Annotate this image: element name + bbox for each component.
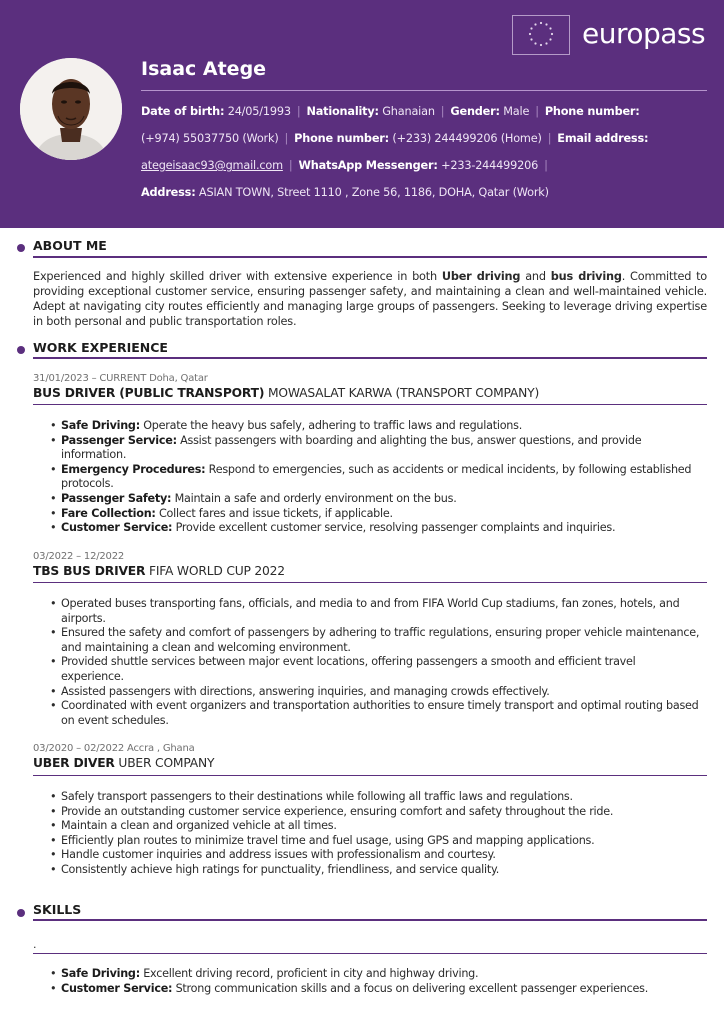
list-item: • Fare Collection: Collect fares and issue tickets, if applicable. — [50, 507, 700, 522]
list-item: • Provided shuttle services between major event locations, offering passengers a smooth and efficient travel experience. — [50, 655, 700, 684]
job-bullets — [50, 419, 700, 536]
skills-placeholder-dot: . — [33, 938, 37, 951]
phone-label: Phone number: — [544, 105, 640, 118]
email-label: Email address: — [557, 132, 649, 145]
whatsapp-label: WhatsApp Messenger: — [298, 159, 438, 172]
about-text: Experienced and highly skilled driver with extensive experience in both Uber driving and bus driving. Committed to providing exceptional customer service, ensuring passenger safety, and maintaining a clean and well-maintained vehicle. Adept at navigating city routes efficiently and managing large groups of passengers. Seeking to leverage driving expertise in both personal and public transportation roles. — [33, 270, 708, 328]
nationality-value: Ghanaian — [382, 105, 435, 118]
list-item: • Maintain a clean and organized vehicle at all times. — [50, 819, 700, 834]
contact-line-4 — [141, 186, 549, 199]
list-item: • Safe Driving: Excellent driving record, proficient in city and highway driving. — [50, 967, 700, 982]
contact-line-2: (+974) 55037750 (Work) | Phone number: (+233) 244499206 (Home) | Email address: — [141, 132, 649, 145]
email-link[interactable]: ategeisaac93@gmail.com — [141, 159, 283, 172]
section-bullet-icon — [17, 346, 25, 354]
list-item: • Handle customer inquiries and address issues with professionalism and courtesy. — [50, 848, 700, 863]
phone-home-label: Phone number: — [294, 132, 389, 145]
header-banner — [0, 0, 724, 228]
header-divider — [141, 90, 707, 91]
profile-photo — [20, 58, 122, 160]
list-item: • Safely transport passengers to their destinations while following all traffic laws and regulations. — [50, 790, 700, 805]
europass-logo — [512, 15, 708, 55]
work-section-title: WORK EXPERIENCE — [33, 340, 168, 355]
list-item: • Safe Driving: Operate the heavy bus safely, adhering to traffic laws and regulations. — [50, 419, 700, 434]
list-item: • Efficiently plan routes to minimize travel time and fuel usage, using GPS and mapping applications. — [50, 834, 700, 849]
list-item: • Passenger Safety: Maintain a safe and orderly environment on the bus. — [50, 492, 700, 507]
skills-bullets — [50, 967, 700, 996]
job-date: 03/2020 – 02/2022 Accra , Ghana — [33, 743, 195, 754]
list-item: • Provide an outstanding customer service experience, ensuring comfort and safety throughout the ride. — [50, 805, 700, 820]
dob-value: 24/05/1993 — [227, 105, 291, 118]
skills-section-title: SKILLS — [33, 902, 82, 917]
section-divider — [33, 256, 707, 258]
list-item: • Emergency Procedures: Respond to emergencies, such as accidents or medical incidents, by following established protocols. — [50, 463, 700, 492]
contact-line-3: ategeisaac93@gmail.com | WhatsApp Messenger: +233-244499206 | — [141, 159, 548, 172]
job-title: TBS BUS DRIVER FIFA WORLD CUP 2022 — [33, 564, 285, 578]
section-divider — [33, 357, 707, 359]
list-item: • Customer Service: Provide excellent customer service, resolving passenger complaints and inquiries. — [50, 521, 700, 536]
skills-divider — [33, 953, 707, 954]
list-item: • Passenger Service: Assist passengers with boarding and alighting the bus, answer questions, and provide information. — [50, 434, 700, 463]
whatsapp-value: +233-244499206 — [441, 159, 539, 172]
list-item: • Operated buses transporting fans, officials, and media to and from FIFA World Cup stadiums, fan zones, hotels, and airports. — [50, 597, 700, 626]
section-bullet-icon — [17, 244, 25, 252]
dob-label: Date of birth: — [141, 105, 225, 118]
about-section-title: ABOUT ME — [33, 238, 107, 253]
address-label: Address: — [141, 186, 196, 199]
list-item: • Customer Service: Strong communication skills and a focus on delivering excellent passenger experiences. — [50, 982, 700, 997]
section-divider — [33, 919, 707, 921]
job-divider — [33, 404, 707, 405]
contact-line-1: Date of birth: 24/05/1993 | Nationality: Ghanaian | Gender: Male | Phone number: — [141, 105, 640, 118]
job-title: BUS DRIVER (PUBLIC TRANSPORT) MOWASALAT KARWA (TRANSPORT COMPANY) — [33, 386, 540, 400]
list-item: • Assisted passengers with directions, answering inquiries, and managing crowds effectively. — [50, 685, 700, 700]
gender-value: Male — [503, 105, 530, 118]
nationality-label: Nationality: — [306, 105, 379, 118]
address-value: ASIAN TOWN, Street 1110 , Zone 56, 1186, DOHA, Qatar (Work) — [198, 186, 549, 199]
phone-work-value: (+974) 55037750 (Work) — [141, 132, 279, 145]
job-bullets — [50, 790, 700, 878]
phone-home-value: (+233) 244499206 (Home) — [392, 132, 542, 145]
list-item: • Ensured the safety and comfort of passengers by adhering to traffic regulations, ensuring proper vehicle maintenance, and maintaining a clean and welcoming environment. — [50, 626, 700, 655]
job-title: UBER DIVER UBER COMPANY — [33, 756, 215, 770]
job-bullets — [50, 597, 700, 728]
europass-wordmark: europass — [582, 17, 706, 50]
job-date: 31/01/2023 – CURRENT Doha, Qatar — [33, 373, 208, 384]
person-name: Isaac Atege — [141, 58, 267, 80]
section-bullet-icon — [17, 909, 25, 917]
job-date: 03/2022 – 12/2022 — [33, 551, 125, 562]
eu-flag-icon — [512, 15, 570, 55]
list-item: • Coordinated with event organizers and transportation authorities to ensure timely transport and optimal routing based on event schedules. — [50, 699, 700, 728]
gender-label: Gender: — [450, 105, 500, 118]
list-item: • Consistently achieve high ratings for punctuality, friendliness, and service quality. — [50, 863, 700, 878]
job-divider — [33, 775, 707, 776]
job-divider — [33, 582, 707, 583]
